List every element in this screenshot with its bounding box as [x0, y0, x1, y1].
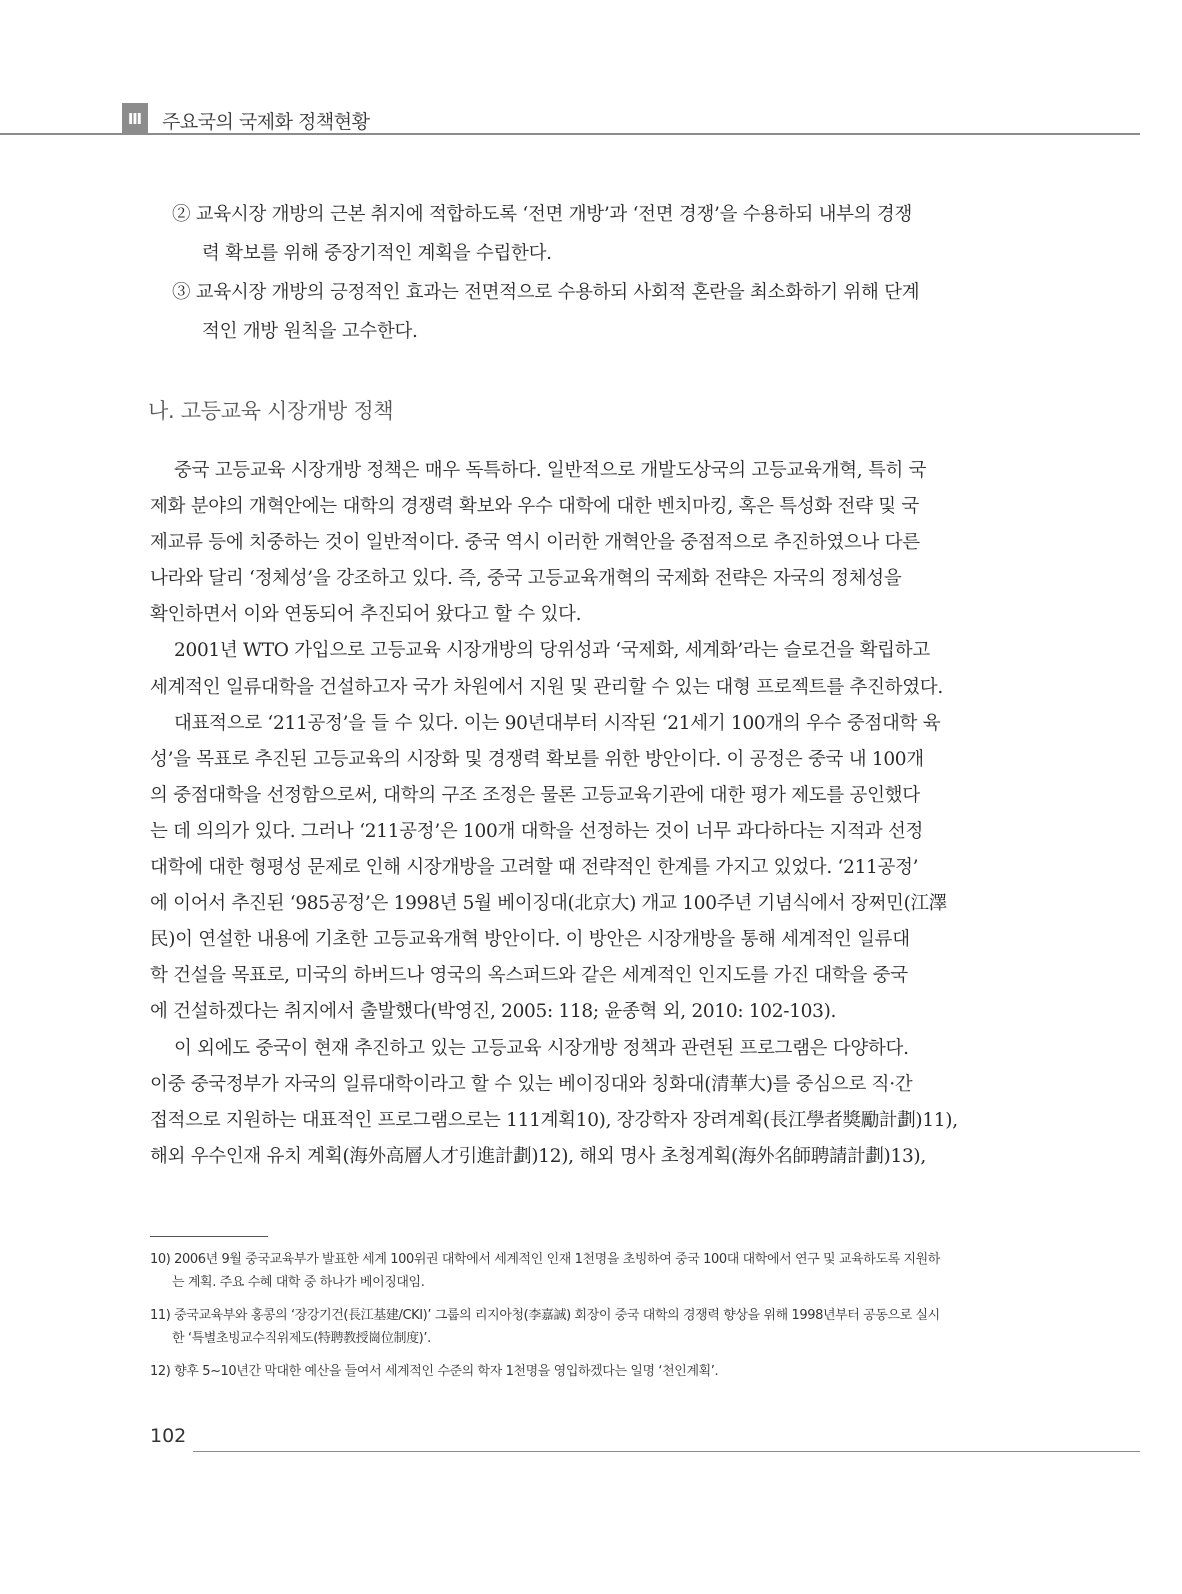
footnote-line: 10) 2006년 9월 중국교육부가 발표한 세계 100위권 대학에서 세계적인 인재 1천명을 초빙하여 중국 100대 대학에서 연구 및 교육하도록 지원하	[150, 1252, 940, 1267]
item-line: ③ 교육시장 개방의 긍정적인 효과는 전면적으로 수용하되 사회적 혼란을 최소화하기 위해 단계	[172, 282, 920, 303]
footnote-rule	[150, 1236, 268, 1237]
footnote-line: 12) 향후 5~10년간 막대한 예산을 들여서 세계적인 수준의 학자 1천명을 영입하겠다는 일명 ‘천인계획’.	[150, 1364, 719, 1379]
page-number: 102	[150, 1425, 187, 1447]
body-line: 제화 분야의 개혁안에는 대학의 경쟁력 확보와 우수 대학에 대한 벤치마킹, 혹은 특성화 전략 및 국	[150, 496, 919, 518]
footnote-11	[150, 1304, 992, 1350]
item-line: 력 확보를 위해 중장기적인 계획을 수립한다.	[202, 243, 552, 264]
footnote-12	[150, 1360, 992, 1383]
body-line: 의 중점대학을 선정함으로써, 대학의 구조 조정은 물론 고등교육기관에 대한 평가 제도를 공인했다	[150, 784, 920, 806]
footnote-line: 한 ‘특별초빙교수직위제도(特聘教授崗位制度)’.	[172, 1331, 431, 1346]
body-line: 성’을 목표로 추진된 고등교육의 시장화 및 경쟁력 확보를 위한 방안이다. 이 공정은 중국 내 100개	[150, 748, 924, 770]
body-line: 이 외에도 중국이 현재 추진하고 있는 고등교육 시장개방 정책과 관련된 프로그램은 다양하다.	[174, 1037, 909, 1059]
header-rule	[0, 133, 1140, 135]
body-line: 이중 중국정부가 자국의 일류대학이라고 할 수 있는 베이징대와 칭화대(清華大)를 중심으로 직·간	[150, 1073, 913, 1095]
item-line: ② 교육시장 개방의 근본 취지에 적합하도록 ‘전면 개방’과 ‘전면 경쟁’을 수용하되 내부의 경쟁	[172, 204, 913, 225]
body-line: 대학에 대한 형평성 문제로 인해 시장개방을 고려할 때 전략적인 한계를 가지고 있었다. ‘211공정’	[150, 857, 919, 879]
body-line: 학 건설을 목표로, 미국의 하버드나 영국의 옥스퍼드와 같은 세계적인 인지도를 가진 대학을 중국	[150, 965, 908, 987]
footnote-line: 11) 중국교육부와 홍콩의 ‘장강기건(長江基建/CKI)’ 그룹의 리지아청(李嘉誠) 회장이 중국 대학의 경쟁력 향상을 위해 1998년부터 공동으로 실시	[150, 1308, 940, 1323]
numbered-item-2	[172, 195, 992, 273]
body-line: 2001년 WTO 가입으로 고등교육 시장개방의 당위성과 ‘국제화, 세계화’라는 슬로건을 확립하고	[174, 640, 930, 662]
body-line: 에 건설하겠다는 취지에서 출발했다(박영진, 2005: 118; 윤종혁 외, 2010: 102-103).	[150, 1001, 837, 1023]
body-line: 나라와 달리 ‘정체성’을 강조하고 있다. 즉, 중국 고등교육개혁의 국제화 전략은 자국의 정체성을	[150, 568, 902, 590]
body-line: 제교류 등에 치중하는 것이 일반적이다. 중국 역시 이러한 개혁안을 중점적으로 추진하였으나 다른	[150, 532, 920, 554]
body-line: 에 이어서 추진된 ‘985공정’은 1998년 5월 베이징대(北京大) 개교 100주년 기념식에서 장쩌민(江澤	[150, 893, 947, 915]
item-line: 적인 개방 원칙을 고수한다.	[202, 321, 418, 342]
numbered-item-3	[172, 273, 992, 351]
body-line: 는 데 의의가 있다. 그러나 ‘211공정’은 100개 대학을 선정하는 것이 너무 과다하다는 지적과 선정	[150, 820, 924, 842]
body-line: 접적으로 지원하는 대표적인 프로그램으로는 111계획10), 장강학자 장려계획(長江學者獎勵計劃)11),	[150, 1109, 958, 1131]
chapter-badge: Ⅲ	[122, 103, 148, 134]
body-line: 대표적으로 ‘211공정’을 들 수 있다. 이는 90년대부터 시작된 ‘21세기 100개의 우수 중점대학 육	[174, 712, 941, 734]
footer-rule	[193, 1451, 1140, 1452]
body-line: 해외 우수인재 유치 계획(海外高層人才引進計劃)12), 해외 명사 초청계획(海外名師聘請計劃)13),	[150, 1145, 926, 1167]
body-text	[150, 453, 992, 1175]
footnotes	[150, 1248, 992, 1393]
body-line: 확인하면서 이와 연동되어 추진되어 왔다고 할 수 있다.	[150, 604, 582, 626]
footnote-line: 는 계획. 주요 수혜 대학 중 하나가 베이징대임.	[172, 1275, 425, 1290]
footnote-10	[150, 1248, 992, 1294]
chapter-title: 주요국의 국제화 정책현황	[162, 111, 370, 133]
section-heading: 나. 고등교육 시장개방 정책	[148, 399, 394, 423]
body-line: 세계적인 일류대학을 건설하고자 국가 차원에서 지원 및 관리할 수 있는 대형 프로젝트를 추진하였다.	[150, 676, 943, 698]
body-line: 民)이 연설한 내용에 기초한 고등교육개혁 방안이다. 이 방안은 시장개방을 통해 세계적인 일류대	[150, 929, 910, 951]
body-line: 중국 고등교육 시장개방 정책은 매우 독특하다. 일반적으로 개발도상국의 고등교육개혁, 특히 국	[174, 460, 927, 481]
